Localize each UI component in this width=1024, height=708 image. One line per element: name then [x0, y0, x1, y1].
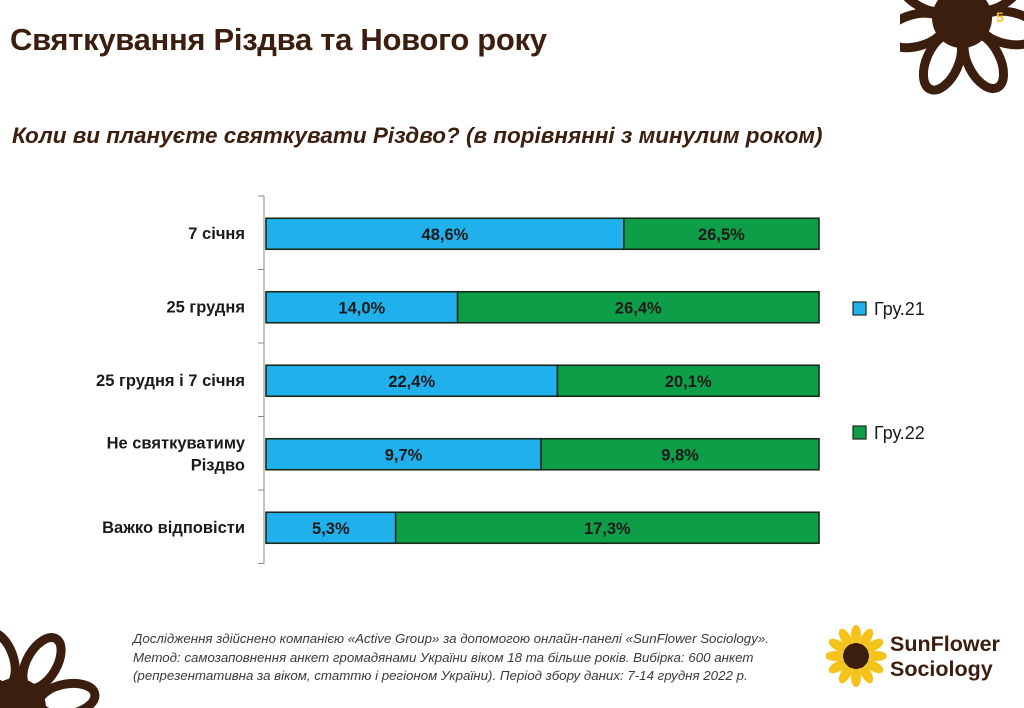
- legend-label: Гру.22: [874, 423, 925, 443]
- category-label: 25 грудня: [166, 298, 245, 317]
- category-label: Важко відповісти: [102, 518, 245, 537]
- logo-line-1: SunFlower: [890, 632, 1000, 656]
- data-label: 17,3%: [583, 519, 631, 538]
- legend-swatch: [853, 302, 866, 315]
- logo-text: [890, 632, 1000, 682]
- data-label: 26,5%: [698, 225, 745, 244]
- logo-line-2: Sociology: [890, 657, 993, 681]
- legend-swatch: [853, 426, 866, 439]
- data-label: 9,8%: [661, 446, 699, 465]
- footnote: Дослідження здійснено компанією «Active Group» за допомогою онлайн-панелі «SunFlower Sociology». Метод: самозаповнення анкет громадянами України віком 18 та більше років. Вибірка: 600 анкет (репрезентативна за віком, статтю і регіоном України). Період збору даних: 7-14 грудня 2022 р.: [133, 631, 769, 683]
- chart-title: Коли ви плануєте святкувати Різдво? (в порівнянні з минулим роком): [12, 123, 823, 148]
- category-label: 25 грудня і 7 січня: [96, 371, 245, 390]
- page-number: 5: [996, 9, 1004, 25]
- category-label: 7 січня: [188, 224, 245, 243]
- data-label: 14,0%: [338, 299, 386, 318]
- sunflower-logo-icon: [826, 624, 888, 688]
- page-title: Святкування Різдва та Нового року: [10, 22, 547, 57]
- data-label: 5,3%: [312, 519, 350, 538]
- category-label: Не святкуватиму Різдво: [106, 434, 245, 475]
- legend-label: Гру.21: [874, 299, 925, 319]
- data-label: 48,6%: [421, 225, 469, 244]
- data-label: 26,4%: [614, 299, 662, 318]
- data-label: 9,7%: [384, 446, 423, 465]
- data-label: 20,1%: [664, 372, 712, 391]
- data-label: 22,4%: [388, 372, 436, 391]
